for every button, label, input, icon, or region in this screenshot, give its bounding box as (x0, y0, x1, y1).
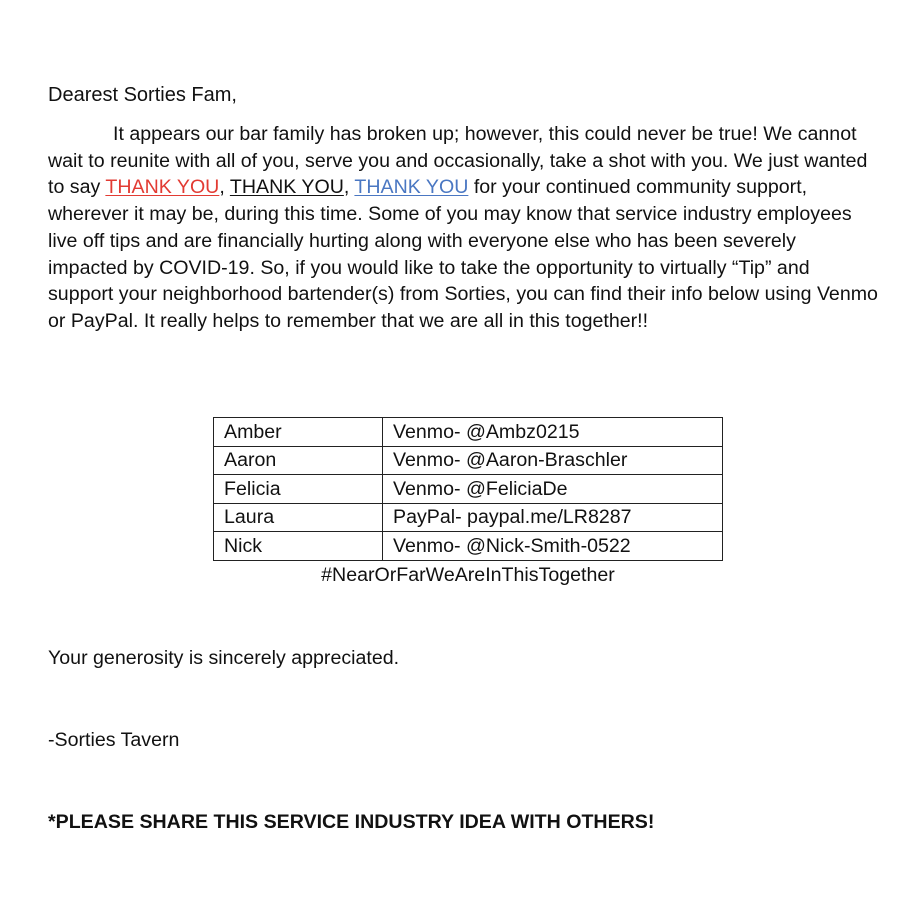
thank-you-blue: THANK YOU (354, 176, 469, 199)
share-note: *PLEASE SHARE THIS SERVICE INDUSTRY IDEA WITH OTHERS! (48, 811, 655, 833)
table-row (214, 446, 723, 475)
signature: -Sorties Tavern (48, 729, 180, 751)
body-paragraph (48, 121, 880, 335)
bartender-name: Laura (214, 503, 383, 532)
bartender-handle: Venmo- @Nick-Smith-0522 (383, 532, 723, 561)
body-text-start: It appears our bar family has broken up; however, this could never be true! We cannot wait to reunite with all of you, serve you and occasionally, take a shot with you. We just wanted to say (48, 123, 868, 199)
body-text-end: for your continued community support, wherever it may be, during this time. Some of you may know that service industry employees live off tips and are financially hurting along with everyone else who has been severely impacted by COVID-19. So, if you would like to take the opportunity to virtually “Tip” and support your neighborhood bartender(s) from Sorties, you can find their info below using Venmo or PayPal. It really helps to remember that we are all in this together!! (48, 176, 878, 332)
table-row (214, 503, 723, 532)
closing-line: Your generosity is sincerely appreciated. (48, 647, 400, 669)
hashtag: #NearOrFarWeAreInThisTogether (321, 564, 615, 586)
table-row (214, 418, 723, 447)
bartender-name: Felicia (214, 475, 383, 504)
bartender-handle: Venmo- @Ambz0215 (383, 418, 723, 447)
bartender-name: Nick (214, 532, 383, 561)
thank-you-black: THANK YOU (229, 176, 344, 199)
bartender-tip-table (213, 417, 723, 561)
bartender-handle: Venmo- @Aaron-Braschler (383, 446, 723, 475)
bartender-name: Amber (214, 418, 383, 447)
table-row (214, 532, 723, 561)
bartender-handle: Venmo- @FeliciaDe (383, 475, 723, 504)
greeting: Dearest Sorties Fam, (48, 84, 237, 106)
thank-you-red: THANK YOU (105, 176, 220, 199)
separator: , (343, 176, 355, 199)
table-row (214, 475, 723, 504)
bartender-name: Aaron (214, 446, 383, 475)
bartender-handle: PayPal- paypal.me/LR8287 (383, 503, 723, 532)
separator: , (219, 176, 230, 199)
